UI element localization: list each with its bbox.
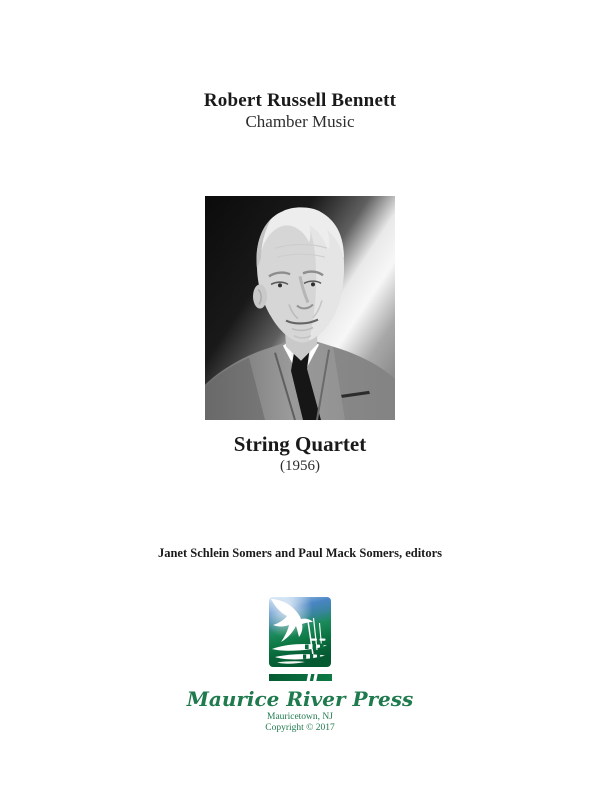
- collection-title: Chamber Music: [245, 112, 355, 131]
- publisher-name: Maurice River Press: [186, 687, 414, 711]
- eye-left: [278, 283, 282, 287]
- work-year: (1956): [280, 458, 320, 474]
- work-title: String Quartet: [233, 432, 367, 456]
- editors-line: Janet Schlein Somers and Paul Mack Somers, editors: [157, 546, 443, 560]
- publisher-logo: [267, 597, 333, 682]
- ear: [253, 284, 267, 308]
- publisher-copyright: Copyright © 2017: [265, 723, 335, 733]
- portrait-image: [205, 196, 395, 420]
- composer-name: Robert Russell Bennett: [203, 90, 397, 111]
- publisher-logo-image: [267, 597, 333, 682]
- eye-right: [311, 282, 315, 286]
- water-dash-2: [320, 639, 326, 641]
- water-dash-1: [310, 639, 317, 641]
- portrait-photo: [205, 196, 395, 420]
- publisher-location: Mauricetown, NJ: [267, 712, 333, 722]
- logo-base-strip: [269, 674, 332, 681]
